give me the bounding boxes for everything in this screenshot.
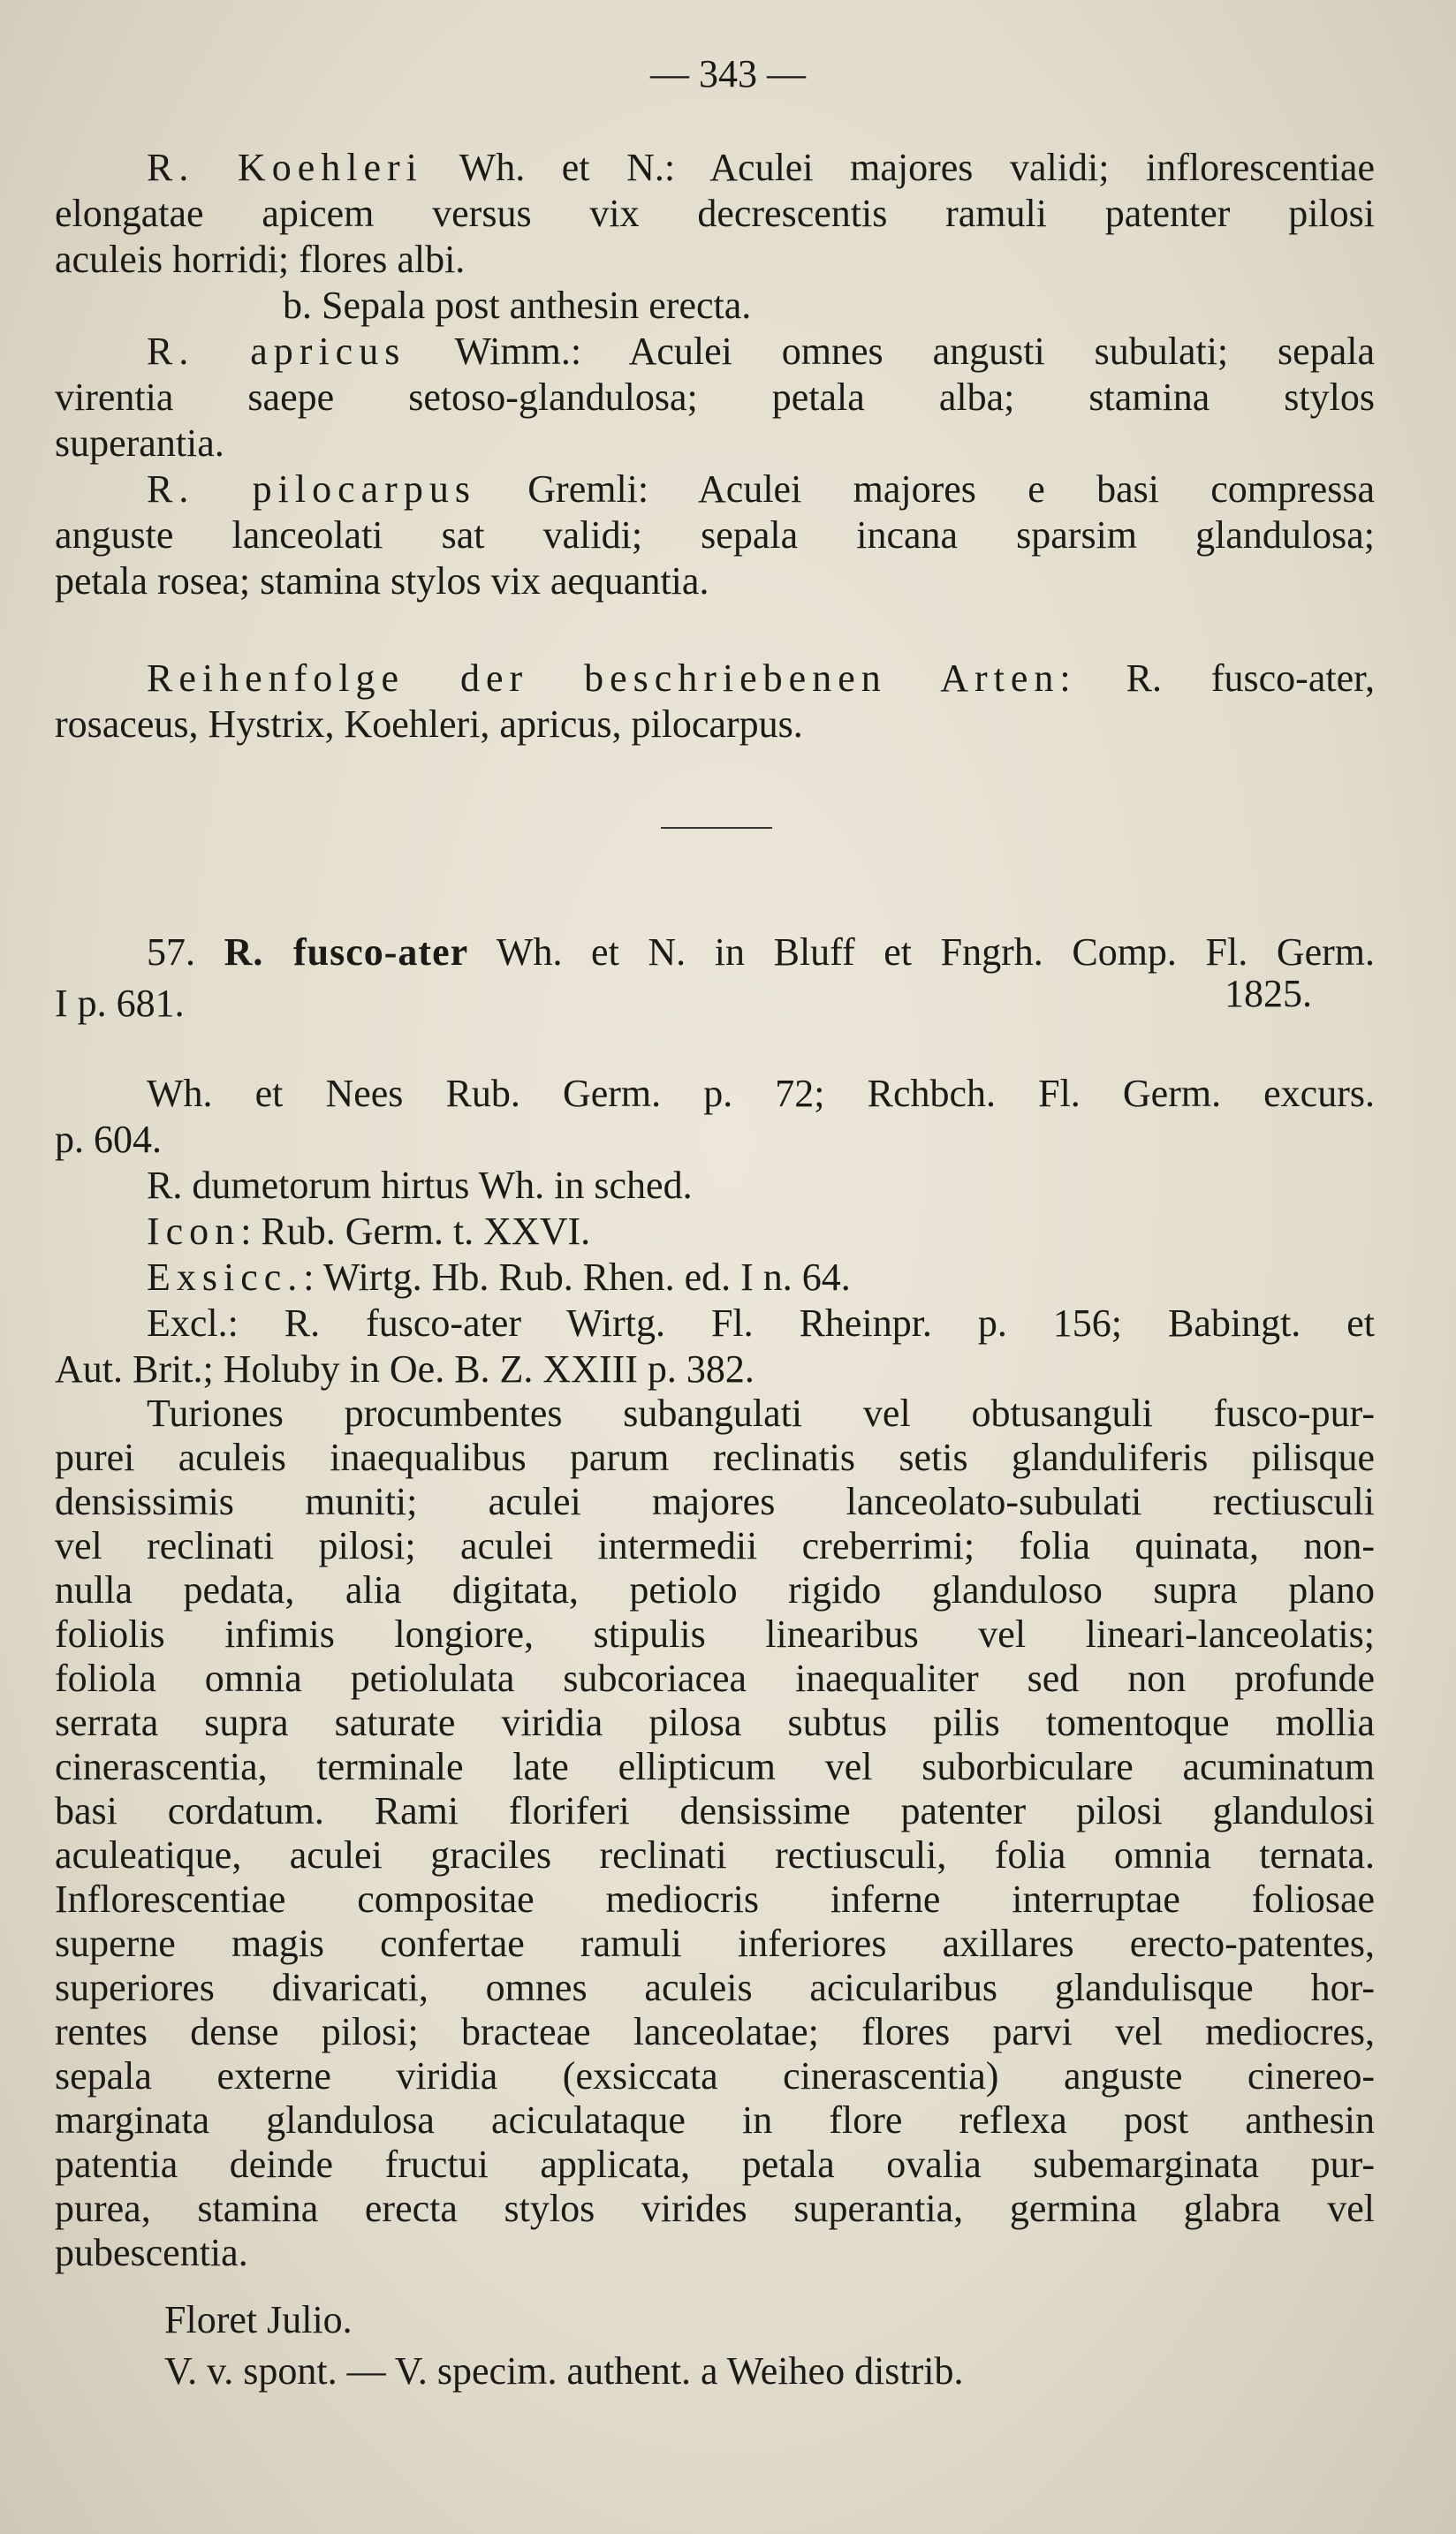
- description-line: vel reclinati pilosi; aculei intermedii creberrimi; folia quinata, non-: [55, 1524, 1375, 1567]
- description-line: foliola omnia petiolulata subcoriacea inaequaliter sed non profunde: [55, 1657, 1375, 1700]
- description-line: Inflorescentiae compositae mediocris inferne interruptae foliosae: [55, 1878, 1375, 1921]
- description-line: cinerascentia, terminale late ellipticum vel suborbiculare acuminatum: [55, 1745, 1375, 1788]
- description-line: pubescentia.: [55, 2231, 248, 2274]
- koehleri-line-3: aculeis horridi; flores albi.: [55, 238, 466, 281]
- apricus-line-3: superantia.: [55, 421, 224, 465]
- apricus-line-2: virentia saepe setoso-glandulosa; petala alba; stamina stylos: [55, 376, 1375, 419]
- section-divider: [661, 827, 772, 829]
- description-line: nulla pedata, alia digitata, petiolo rigido glanduloso supra plano: [55, 1568, 1375, 1612]
- description-line: Turiones procumbentes subangulati vel obtusanguli fusco-pur-: [147, 1392, 1375, 1435]
- entry-species-name: R. fusco-ater: [224, 930, 469, 974]
- description-line: basi cordatum. Rami floriferi densissime patenter pilosi glandulosi: [55, 1789, 1375, 1832]
- order-line-2: rosaceus, Hystrix, Koehleri, apricus, pilocarpus.: [55, 702, 803, 746]
- description-line: serrata supra saturate viridia pilosa subtus pilis tomentoque mollia: [55, 1701, 1375, 1744]
- icon-reference: Icon: Rub. Germ. t. XXVI.: [147, 1210, 591, 1253]
- flowering-time: Floret Julio.: [164, 2298, 353, 2341]
- entry-heading: 57. R. fusco-ater Wh. et N. in Bluff et Fngrh. Comp. Fl. Germ.: [147, 930, 1375, 974]
- synonym-line-3: R. dumetorum hirtus Wh. in sched.: [147, 1164, 693, 1207]
- description-line: rentes dense pilosi; bracteae lanceolatae; flores parvi vel mediocres,: [55, 2010, 1375, 2053]
- synonym-line-2: p. 604.: [55, 1118, 162, 1161]
- description-line: densissimis muniti; aculei majores lanceolato-subulati rectiusculi: [55, 1480, 1375, 1523]
- species-name: R. pilocarpus: [147, 467, 476, 511]
- page-number: — 343 —: [650, 52, 806, 95]
- excluded-line-2: Aut. Brit.; Holuby in Oe. B. Z. XXIII p. 382.: [55, 1347, 755, 1391]
- description-line: sepala externe viridia (exsiccata cinerascentia) anguste cinereo-: [55, 2054, 1375, 2098]
- synonym-line-1: Wh. et Nees Rub. Germ. p. 72; Rchbch. Fl. Germ. excurs.: [147, 1072, 1375, 1115]
- description-line: purea, stamina erecta stylos virides superantia, germina glabra vel: [55, 2187, 1375, 2230]
- entry-year: 1825.: [1225, 972, 1312, 1015]
- section-b: b. Sepala post anthesin erecta.: [283, 284, 752, 327]
- exsiccata-reference: Exsicc.: Wirtg. Hb. Rub. Rhen. ed. I n. 64.: [147, 1256, 851, 1299]
- description-line: aculeatique, aculei graciles reclinati rectiusculi, folia omnia ternata.: [55, 1833, 1375, 1877]
- entry-heading-line-2: I p. 681.: [55, 982, 185, 1025]
- apricus-line-1: R. apricus Wimm.: Aculei omnes angusti subulati; sepala: [147, 330, 1375, 373]
- pilocarpus-line-2: anguste lanceolati sat validi; sepala incana sparsim glandulosa;: [55, 513, 1375, 557]
- description-line: superne magis confertae ramuli inferiores axillares erecto-patentes,: [55, 1922, 1375, 1965]
- description-line: purei aculeis inaequalibus parum reclinatis setis glanduliferis pilisque: [55, 1436, 1375, 1479]
- description-line: foliolis infimis longiore, stipulis linearibus vel lineari-lanceolatis;: [55, 1612, 1375, 1656]
- description-line: superiores divaricati, omnes aculeis acicularibus glandulisque hor-: [55, 1966, 1375, 2009]
- koehleri-line-2: elongatae apicem versus vix decrescentis ramuli patenter pilosi: [55, 192, 1375, 235]
- pilocarpus-line-1: R. pilocarpus Gremli: Aculei majores e basi compressa: [147, 467, 1375, 511]
- specimen-note: V. v. spont. — V. specim. authent. a Weiheo distrib.: [164, 2349, 964, 2393]
- description-line: marginata glandulosa aciculataque in flore reflexa post anthesin: [55, 2098, 1375, 2142]
- description-line: patentia deinde fructui applicata, petala ovalia subemarginata pur-: [55, 2143, 1375, 2186]
- koehleri-line-1: R. Koehleri Wh. et N.: Aculei majores validi; inflorescentiae: [147, 146, 1375, 189]
- order-line-1: Reihenfolge der beschriebenen Arten: R. fusco-ater,: [147, 656, 1376, 700]
- excluded-line-1: Excl.: R. fusco-ater Wirtg. Fl. Rheinpr. p. 156; Babingt. et: [147, 1301, 1375, 1345]
- species-name: R. apricus: [147, 330, 406, 373]
- pilocarpus-line-3: petala rosea; stamina stylos vix aequantia.: [55, 559, 709, 603]
- entry-number: 57.: [147, 930, 224, 974]
- order-label: Reihenfolge der beschriebenen Arten:: [147, 656, 1077, 700]
- species-name: R. Koehleri: [147, 146, 423, 189]
